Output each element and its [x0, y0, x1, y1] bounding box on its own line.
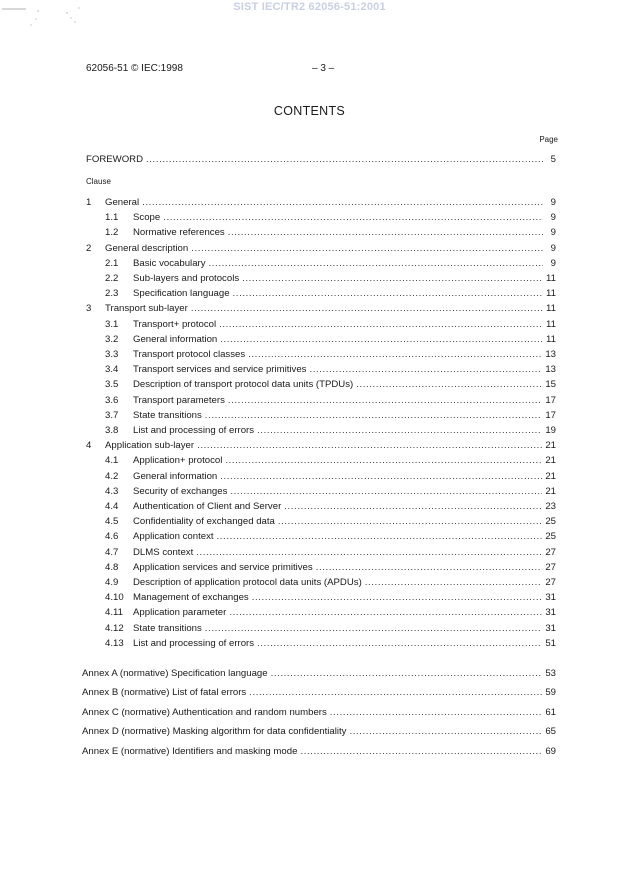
toc-entry-title: Transport sub-layer: [105, 303, 188, 315]
annex-entry-page: 53: [545, 668, 556, 679]
annex-entry-title: Annex A (normative) Specification language: [82, 668, 268, 679]
toc-entry-page: 9: [550, 242, 556, 254]
toc-entry-number: 4.1: [105, 455, 119, 467]
toc-entry-page: 27: [545, 561, 556, 573]
toc-leader-dots: [249, 686, 542, 699]
toc-entry-title: State transitions: [133, 622, 202, 634]
toc-entry-title: Transport+ protocol: [133, 318, 217, 330]
toc-entry-page: 21: [545, 455, 556, 467]
toc-entry-page: 9: [550, 257, 556, 269]
toc-entry-page: 25: [545, 531, 556, 543]
toc-entry[interactable]: [105, 287, 556, 300]
toc-entry-title: Management of exchanges: [133, 592, 249, 604]
toc-entry-page: 21: [545, 485, 556, 497]
annex-entry-title: Annex C (normative) Authentication and random numbers: [82, 706, 327, 718]
toc-entry-title: Transport protocol classes: [133, 349, 246, 360]
toc-entry-title: Description of application protocol data units (APDUs): [133, 577, 362, 588]
toc-leader-dots: [196, 546, 542, 559]
toc-entry-title: Security of exchanges: [133, 485, 228, 497]
toc-entry-page: 51: [545, 637, 556, 649]
toc-leader-dots: [219, 318, 543, 331]
toc-entry-title: General information: [133, 470, 218, 482]
toc-entry-page: 25: [545, 516, 556, 528]
toc-entry-number: 4.12: [105, 622, 124, 634]
toc-leader-dots: [225, 454, 542, 467]
toc-entry-title: List and processing of errors: [133, 425, 255, 436]
toc-leader-dots: [205, 409, 543, 422]
toc-entry-page: 9: [550, 212, 556, 224]
toc-entry-title: Authentication of Client and Server: [133, 501, 282, 512]
toc-leader-dots: [217, 530, 543, 543]
annex-entry[interactable]: [82, 706, 556, 719]
toc-leader-dots: [309, 363, 542, 376]
toc-foreword-title: FOREWORD: [86, 154, 144, 165]
toc-entry-number: 2.1: [105, 257, 119, 269]
annex-entry-title: Annex E (normative) Identifiers and masking mode: [82, 745, 298, 757]
toc-entry-title: Application+ protocol: [133, 455, 223, 467]
toc-entry-number: 1.2: [105, 227, 119, 239]
annex-entry[interactable]: [82, 725, 556, 738]
annex-entry[interactable]: [82, 667, 556, 680]
toc-leader-dots: [191, 302, 543, 315]
annex-entry-title: Annex B (normative) List of fatal errors: [82, 687, 247, 699]
toc-entry[interactable]: [105, 515, 556, 528]
toc-entry-number: 2.2: [105, 273, 119, 284]
toc-entry-number: 4: [86, 440, 92, 452]
toc-entry[interactable]: [105, 454, 556, 467]
toc-entry-number: 4.3: [105, 485, 119, 497]
toc-entry[interactable]: [86, 302, 556, 315]
toc-entry[interactable]: [105, 424, 556, 437]
toc-entry-number: 4.13: [105, 637, 124, 649]
toc-leader-dots: [278, 515, 542, 528]
toc-leader-dots: [205, 622, 543, 635]
toc-leader-dots: [197, 439, 542, 452]
annex-entry-title: Annex D (normative) Masking algorithm for data confidentiality: [82, 726, 347, 738]
toc-entry-page: 21: [545, 470, 556, 482]
toc-entry-page: 31: [545, 592, 556, 604]
toc-entry[interactable]: [105, 591, 556, 604]
toc-leader-dots: [284, 500, 542, 513]
page-title: CONTENTS: [273, 104, 346, 118]
toc-entry-number: 4.5: [105, 516, 119, 528]
toc-entry-number: 3.6: [105, 394, 119, 406]
toc-entry[interactable]: [105, 257, 556, 270]
toc-entry[interactable]: [105, 333, 556, 346]
toc-entry[interactable]: [105, 394, 556, 407]
toc-entry-title: List and processing of errors: [133, 637, 255, 649]
toc-entry-page: 27: [545, 546, 556, 558]
toc-entry-title: Specification language: [133, 288, 230, 300]
toc-entry-page: 17: [545, 409, 556, 421]
toc-entry-page: 13: [545, 364, 556, 376]
toc-entry-number: 4.6: [105, 531, 119, 543]
toc-leader-dots: [271, 667, 543, 680]
toc-entry-number: 2.3: [105, 288, 119, 300]
toc-entry-title: Description of transport protocol data units (TPDUs): [133, 379, 354, 391]
toc-leader-dots: [228, 394, 542, 407]
toc-entry-number: 3.2: [105, 333, 119, 345]
toc-entry[interactable]: [86, 196, 556, 209]
toc-entry-title: Application parameter: [133, 607, 227, 619]
toc-entry[interactable]: [105, 226, 556, 239]
toc-entry-number: 4.7: [105, 546, 119, 558]
toc-entry-number: 3.4: [105, 364, 119, 376]
toc-leader-dots: [230, 485, 542, 498]
toc-entry[interactable]: [105, 576, 556, 589]
toc-entry-number: 4.9: [105, 577, 119, 588]
toc-entry-page: 27: [545, 577, 556, 588]
toc-leader-dots: [146, 153, 543, 166]
toc-entry-page: 31: [545, 622, 556, 634]
toc-entry-title: Normative references: [133, 227, 225, 239]
annex-entry[interactable]: [82, 745, 556, 758]
document-id: 62056-51 © IEC:1998: [86, 63, 183, 74]
toc-entry-page: 11: [546, 333, 556, 345]
toc-leader-dots: [248, 348, 542, 361]
toc-foreword[interactable]: [86, 153, 556, 166]
document-header: [86, 63, 556, 77]
toc-leader-dots: [220, 333, 543, 346]
toc-entry-number: 2: [86, 242, 92, 254]
toc-leader-dots: [220, 470, 542, 483]
toc-leader-dots: [228, 226, 543, 239]
toc-entry-number: 1: [86, 197, 92, 208]
annex-entry[interactable]: [82, 686, 556, 699]
toc-entry-number: 3.5: [105, 379, 119, 391]
annex-entry-page: 65: [545, 726, 556, 738]
toc-entry-number: 4.8: [105, 561, 119, 573]
toc-entry[interactable]: [105, 622, 556, 635]
watermark: SIST IEC/TR2 62056-51:2001: [233, 1, 386, 13]
toc-entry[interactable]: [105, 378, 556, 391]
toc-entry[interactable]: [105, 211, 556, 224]
toc-entry[interactable]: [86, 242, 556, 255]
toc-entry-title: General description: [105, 242, 189, 254]
toc-entry-number: 3.7: [105, 409, 119, 421]
toc-entry-title: Sub-layers and protocols: [133, 273, 240, 284]
toc-leader-dots: [229, 606, 542, 619]
toc-leader-dots: [257, 637, 542, 650]
toc-entry-page: 11: [546, 288, 556, 300]
toc-entry[interactable]: [105, 530, 556, 543]
toc-entry-number: 3.3: [105, 349, 119, 360]
toc-entry-title: State transitions: [133, 409, 202, 421]
toc-leader-dots: [163, 211, 543, 224]
annex-entry-page: 59: [545, 687, 556, 699]
toc-leader-dots: [356, 378, 542, 391]
toc-entry[interactable]: [105, 546, 556, 559]
toc-entry-page: 17: [545, 394, 556, 406]
toc-entry-page: 9: [550, 227, 556, 239]
toc-entry-number: 3.1: [105, 318, 119, 330]
toc-entry-page: 21: [545, 440, 556, 452]
toc-entry-page: 19: [545, 425, 556, 436]
toc-entry-title: DLMS context: [133, 546, 194, 558]
toc-leader-dots: [242, 272, 543, 285]
toc-leader-dots: [209, 257, 543, 270]
toc-entry-page: 11: [546, 273, 556, 284]
toc-entry-title: Confidentiality of exchanged data: [133, 516, 275, 528]
toc-entry-number: 3: [86, 303, 92, 315]
toc-entry[interactable]: [105, 500, 556, 513]
toc-entry[interactable]: [105, 561, 556, 574]
toc-leader-dots: [257, 424, 542, 437]
toc-entry-title: Scope: [133, 212, 161, 224]
toc-leader-dots: [349, 725, 542, 738]
toc-entry-title: General information: [133, 333, 218, 345]
toc-entry-number: 4.2: [105, 470, 119, 482]
page-number: – 3 –: [312, 63, 335, 74]
toc-entry-number: 4.11: [105, 607, 123, 619]
toc-leader-dots: [233, 287, 543, 300]
toc-entry[interactable]: [105, 272, 556, 285]
toc-entry-title: Application sub-layer: [105, 440, 195, 452]
toc-entry-page: 11: [546, 318, 556, 330]
toc-entry[interactable]: [105, 606, 556, 619]
toc-entry-title: General: [105, 197, 140, 208]
toc-leader-dots: [365, 576, 543, 589]
toc-entry-title: Basic vocabulary: [133, 257, 206, 269]
toc-entry-number: 4.10: [105, 592, 124, 604]
toc-entry[interactable]: [86, 439, 556, 452]
toc-leader-dots: [142, 196, 543, 209]
toc-entry[interactable]: [105, 485, 556, 498]
toc-leader-dots: [316, 561, 543, 574]
toc-entry[interactable]: [105, 363, 556, 376]
annex-entry-page: 61: [545, 706, 556, 718]
toc-entry-title: Transport parameters: [133, 394, 225, 406]
toc-entry-page: 11: [546, 303, 556, 315]
toc-entry-page: 23: [545, 501, 556, 512]
page-column-label: Page: [539, 135, 558, 144]
toc-entry[interactable]: [105, 470, 556, 483]
toc-entry-page: 13: [545, 349, 556, 360]
toc-foreword-page: 5: [550, 154, 556, 165]
toc-entry-number: 1.1: [105, 212, 119, 224]
toc-entry-page: 9: [550, 197, 556, 208]
annex-entry-page: 69: [545, 745, 556, 757]
toc-entry[interactable]: [105, 409, 556, 422]
toc-entry-title: Application context: [133, 531, 214, 543]
toc-entry[interactable]: [105, 348, 556, 361]
toc-entry-number: 4.4: [105, 501, 119, 512]
toc-leader-dots: [252, 591, 543, 604]
toc-entry-title: Transport services and service primitives: [133, 364, 307, 376]
toc-entry-title: Application services and service primitives: [133, 561, 313, 573]
toc-leader-dots: [191, 242, 543, 255]
toc-entry[interactable]: [105, 637, 556, 650]
clause-label: Clause: [86, 177, 111, 186]
toc-leader-dots: [300, 745, 542, 758]
toc-entry-page: 31: [545, 607, 556, 619]
toc-entry-page: 15: [545, 379, 556, 391]
toc-entry-number: 3.8: [105, 425, 119, 436]
toc-entry[interactable]: [105, 318, 556, 331]
toc-leader-dots: [330, 706, 543, 719]
